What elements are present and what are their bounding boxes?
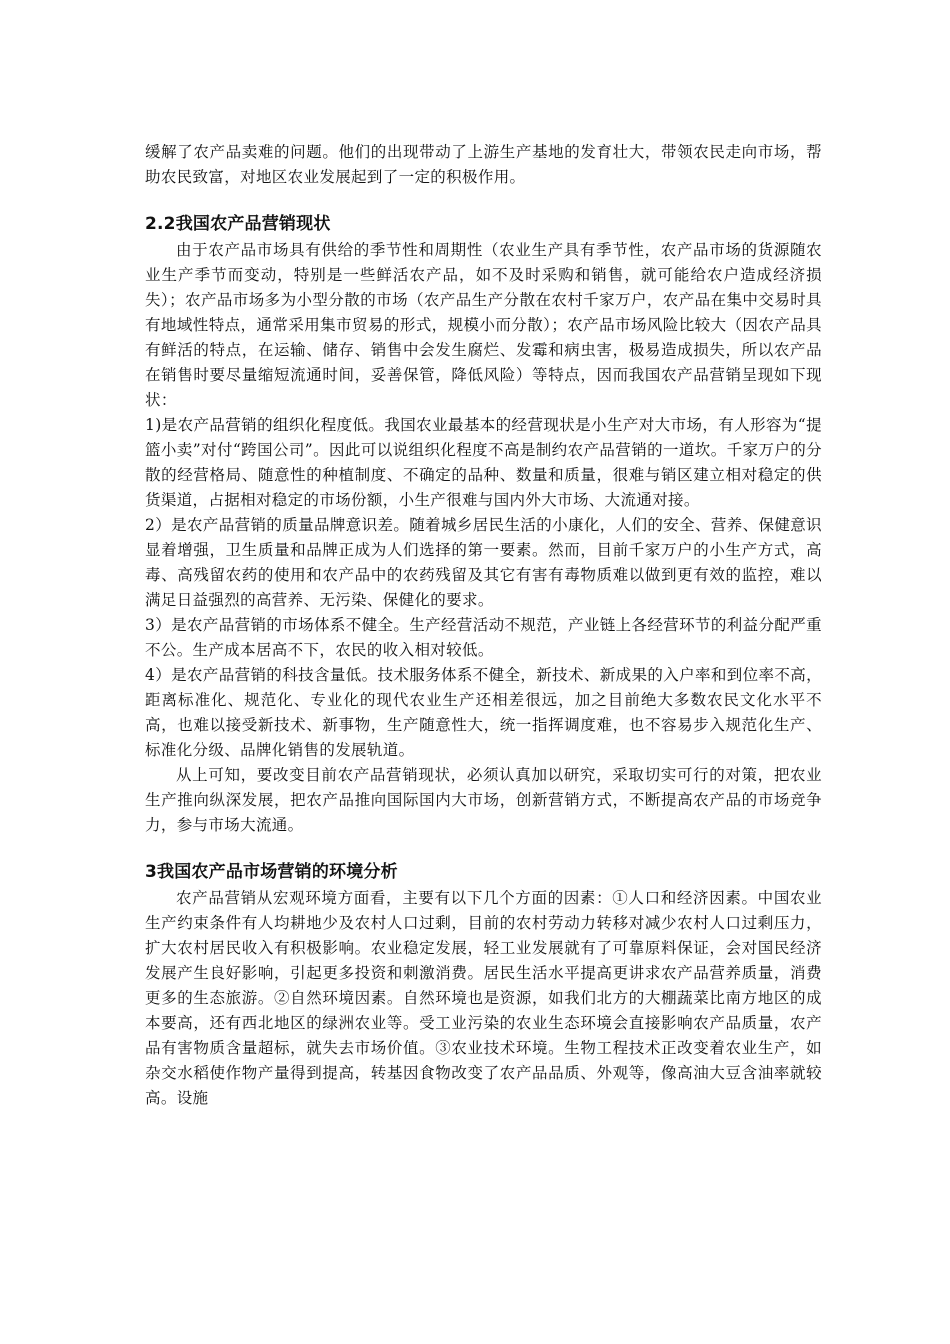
list-item: 3）是农产品营销的市场体系不健全。生产经营活动不规范，产业链上各经营环节的利益分配严重不公。生产成本居高不下，农民的收入相对较低。 (145, 616, 822, 659)
section-3-heading: 3我国农产品市场营销的环境分析 (145, 862, 398, 882)
document-page (145, 140, 822, 1111)
list-item: 4）是农产品营销的科技含量低。技术服务体系不健全，新技术、新成果的入户率和到位率不高，距离标准化、规范化、专业化的现代农业生产还相差很远，加之目前绝大多数农民文化水平不高，也难以接受新技术、新事物，生产随意性大，统一指挥调度难，也不容易步入规范化生产、标准化分级、品牌化销售的发展轨道。 (145, 666, 822, 759)
section-2-2-heading: 2.2我国农产品营销现状 (145, 214, 331, 234)
intro-paragraph: 缓解了农产品卖难的问题。他们的出现带动了上游生产基地的发育壮大，带领农民走向市场，帮助农民致富，对地区农业发展起到了一定的积极作用。 (145, 143, 822, 186)
list-item: 1)是农产品营销的组织化程度低。我国农业最基本的经营现状是小生产对大市场，有人形容为“提篮小卖”对付“跨国公司”。因此可以说组织化程度不高是制约农产品营销的一道坎。千家万户的分散的经营格局、随意性的种植制度、不确定的品种、数量和质量，很难与销区建立相对稳定的供货渠道，占据相对稳定的市场份额，小生产很难与国内外大市场、大流通对接。 (145, 416, 822, 509)
section-2-2-closing-paragraph: 从上可知，要改变目前农产品营销现状，必须认真加以研究，采取切实可行的对策，把农业生产推向纵深发展，把农产品推向国际国内大市场，创新营销方式，不断提高农产品的市场竞争力，参与市场大流通。 (145, 766, 822, 834)
section-2-2-paragraph: 由于农产品市场具有供给的季节性和周期性（农业生产具有季节性，农产品市场的货源随农业生产季节而变动，特别是一些鲜活农产品，如不及时采购和销售，就可能给农户造成经济损失）；农产品市场多为小型分散的市场（农产品生产分散在农村千家万户，农产品在集中交易时具有地域性特点，通常采用集市贸易的形式，规模小而分散）；农产品市场风险比较大（因农产品具有鲜活的特点，在运输、储存、销售中会发生腐烂、发霉和病虫害，极易造成损失，所以农产品在销售时要尽量缩短流通时间，妥善保管，降低风险）等特点，因而我国农产品营销呈现如下现状： (145, 241, 822, 409)
section-3-paragraph: 农产品营销从宏观环境方面看，主要有以下几个方面的因素：①人口和经济因素。中国农业生产约束条件有人均耕地少及农村人口过剩，目前的农村劳动力转移对减少农村人口过剩压力，扩大农村居民收入有积极影响。农业稳定发展，轻工业发展就有了可靠原料保证，会对国民经济发展产生良好影响，引起更多投资和刺激消费。居民生活水平提高更讲求农产品营养质量，消费更多的生态旅游。②自然环境因素。自然环境也是资源，如我们北方的大棚蔬菜比南方地区的成本要高，还有西北地区的绿洲农业等。受工业污染的农业生态环境会直接影响农产品质量，农产品有害物质含量超标，就失去市场价值。③农业技术环境。生物工程技术正改变着农业生产，如杂交水稻使作物产量得到提高，转基因食物改变了农产品品质、外观等，像高油大豆含油率就较高。设施 (145, 889, 822, 1107)
list-item: 2）是农产品营销的质量品牌意识差。随着城乡居民生活的小康化，人们的安全、营养、保健意识显着增强，卫生质量和品牌正成为人们选择的第一要素。然而，目前千家万户的小生产方式，高毒、高残留农药的使用和农产品中的农药残留及其它有害有毒物质难以做到更有效的监控，难以满足日益强烈的高营养、无污染、保健化的要求。 (145, 516, 822, 609)
